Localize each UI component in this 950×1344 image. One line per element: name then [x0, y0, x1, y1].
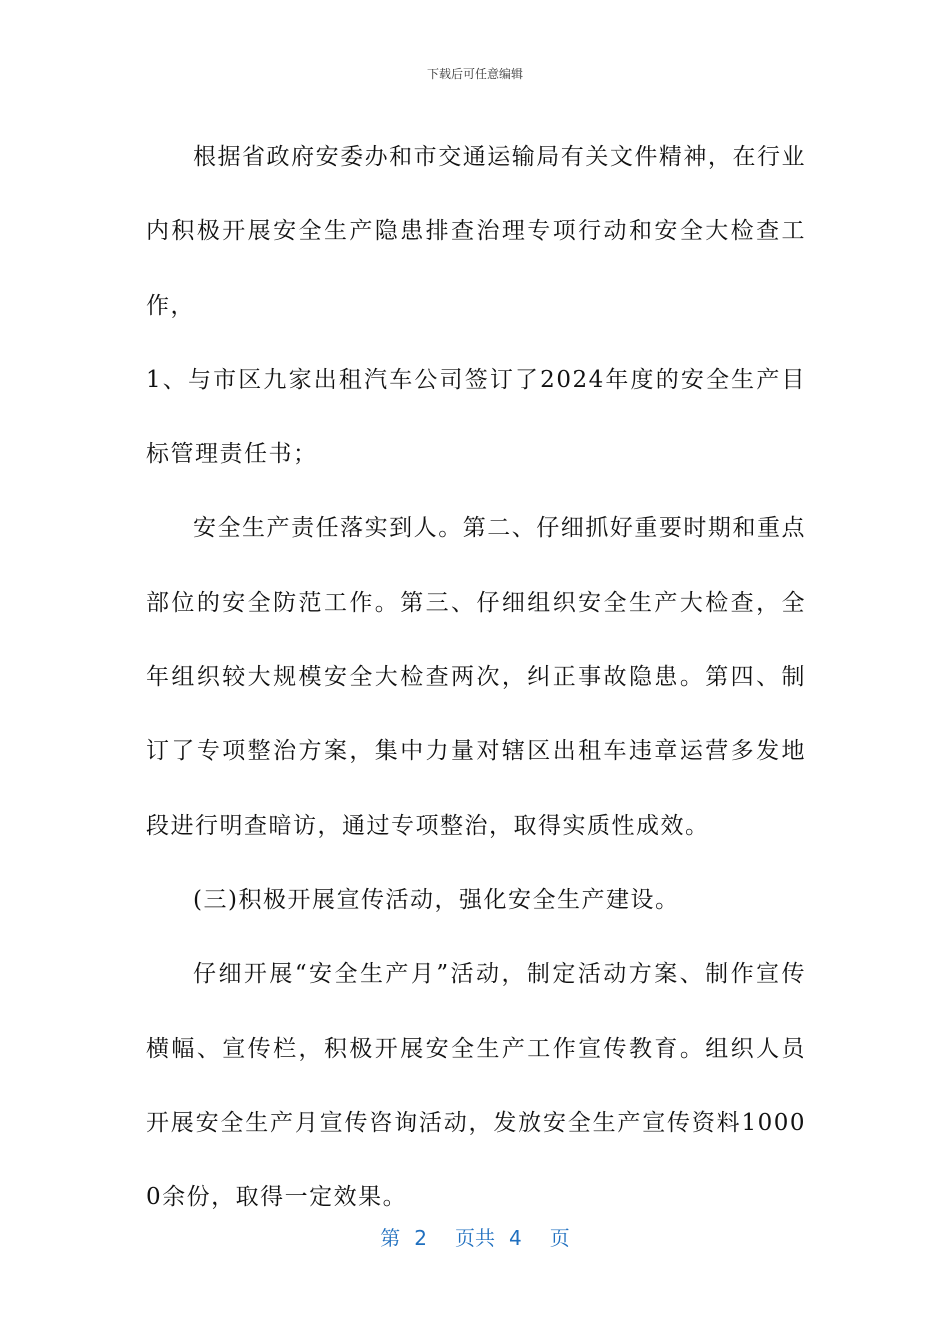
paragraph-5: 仔细开展“安全生产月”活动，制定活动方案、制作宣传横幅、宣传栏，积极开展安全生产工作宣传教育。组织人员开展安全生产月宣传咨询活动，发放安全生产宣传资料10000余份，取得一定效果。 [146, 961, 806, 1211]
footer-current-page: 2 [414, 1226, 427, 1250]
paragraph-4: (三)积极开展宣传活动，强化安全生产建设。 [193, 886, 680, 913]
paragraph-1: 根据省政府安委办和市交通运输局有关文件精神，在行业内积极开展安全生产隐患排查治理专项行动和安全大检查工作， [146, 144, 806, 319]
page-header: 下载后可任意编辑 [426, 67, 523, 81]
footer-prefix: 第 [380, 1226, 401, 1250]
document-body [146, 120, 806, 1234]
footer-total-pages: 4 [509, 1226, 522, 1250]
paragraph-3: 安全生产责任落实到人。第二、仔细抓好重要时期和重点部位的安全防范工作。第三、仔细组织安全生产大检查，全年组织较大规模安全大检查两次，纠正事故隐患。第四、制订了专项整治方案，集中力量对辖区出租车违章运营多发地段进行明查暗访，通过专项整治，取得实质性成效。 [146, 515, 806, 839]
paragraph-2: 1、与市区九家出租汽车公司签订了2024年度的安全生产目标管理责任书； [146, 366, 806, 468]
footer-middle: 页共 [455, 1226, 495, 1250]
footer-suffix: 页 [549, 1226, 570, 1250]
page-footer [0, 1224, 950, 1252]
